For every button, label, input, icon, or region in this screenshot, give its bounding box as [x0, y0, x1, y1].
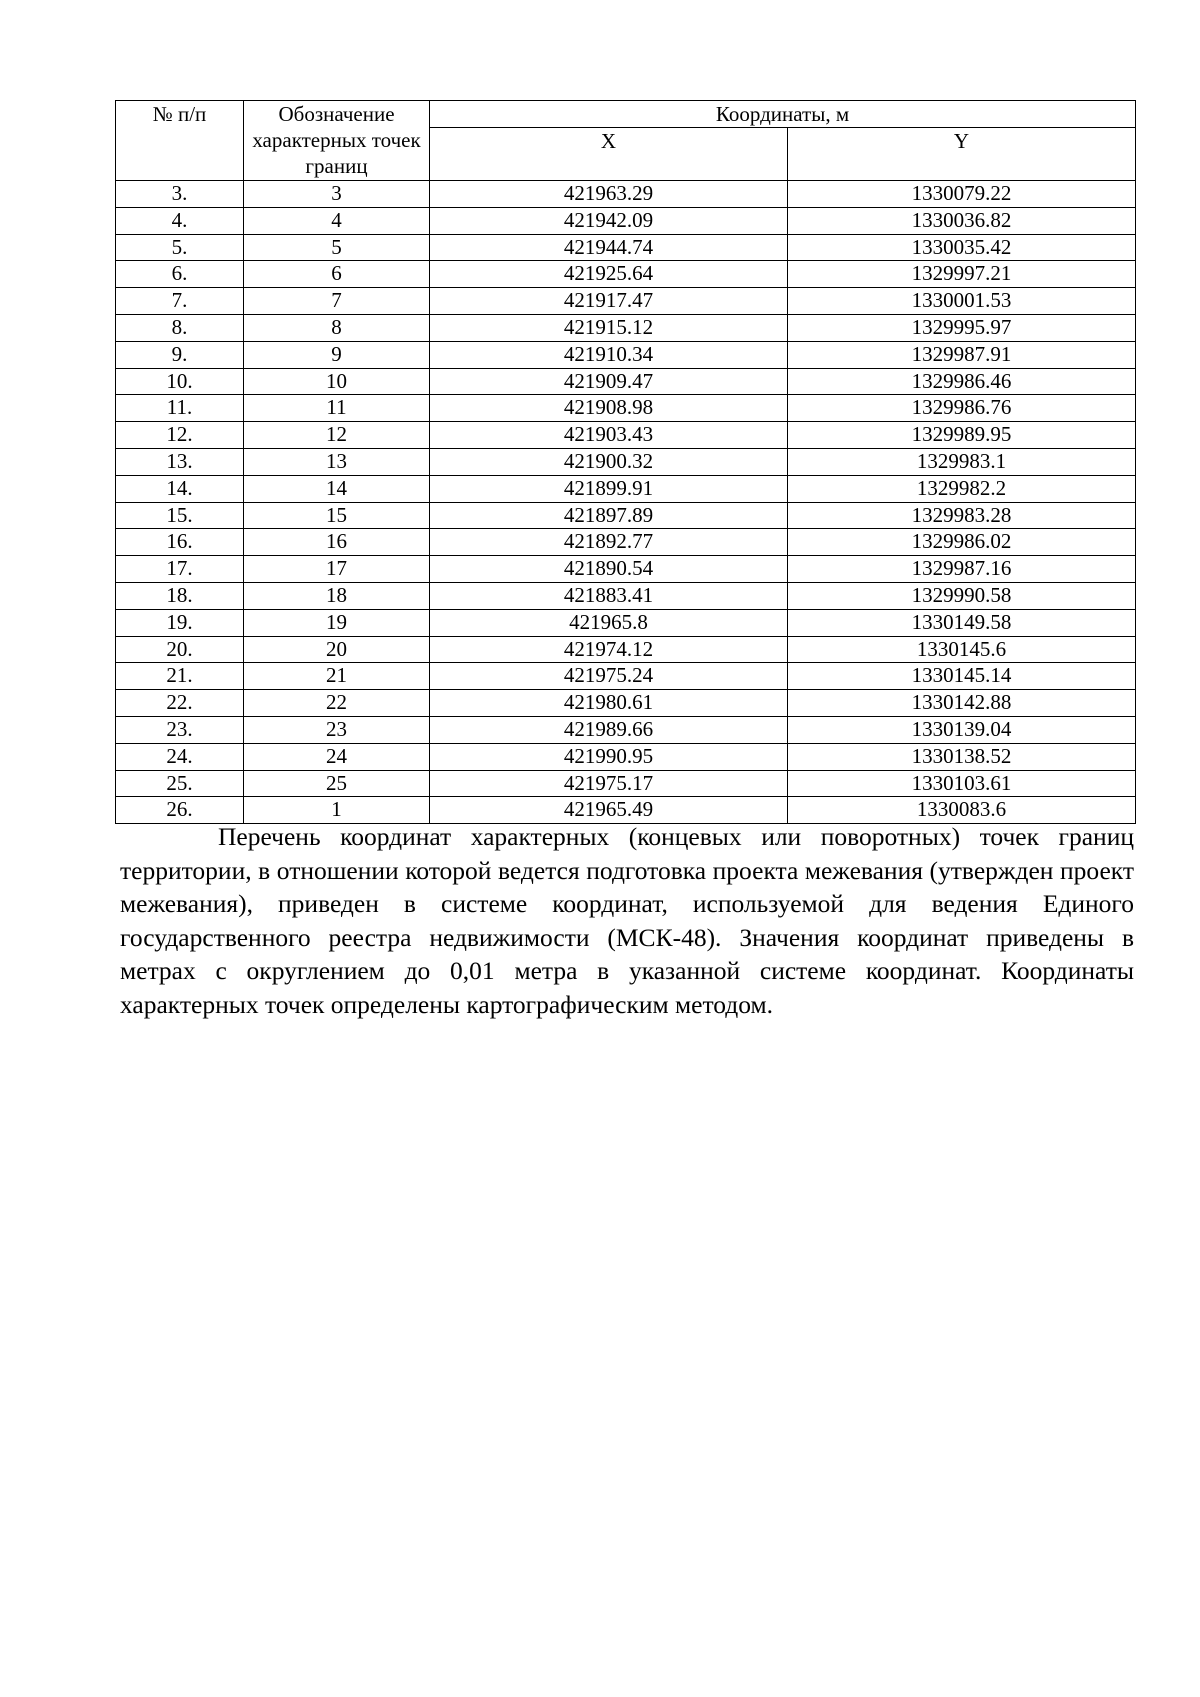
cell-x: 421915.12	[430, 314, 788, 341]
cell-num: 21.	[116, 663, 244, 690]
cell-y: 1329982.2	[788, 475, 1136, 502]
cell-num: 17.	[116, 556, 244, 583]
cell-y: 1329987.16	[788, 556, 1136, 583]
cell-x: 421900.32	[430, 448, 788, 475]
table-row	[116, 663, 1136, 690]
table-row	[116, 609, 1136, 636]
table-row	[116, 770, 1136, 797]
cell-num: 13.	[116, 448, 244, 475]
cell-point: 1	[244, 797, 430, 824]
cell-point: 15	[244, 502, 430, 529]
cell-y: 1329983.1	[788, 448, 1136, 475]
cell-num: 8.	[116, 314, 244, 341]
cell-point: 5	[244, 234, 430, 261]
cell-y: 1329983.28	[788, 502, 1136, 529]
table-row	[116, 556, 1136, 583]
cell-y: 1330035.42	[788, 234, 1136, 261]
cell-x: 421989.66	[430, 716, 788, 743]
cell-num: 6.	[116, 261, 244, 288]
cell-y: 1330145.6	[788, 636, 1136, 663]
cell-point: 6	[244, 261, 430, 288]
cell-x: 421892.77	[430, 529, 788, 556]
cell-num: 10.	[116, 368, 244, 395]
cell-num: 22.	[116, 690, 244, 717]
table-row	[116, 743, 1136, 770]
cell-num: 9.	[116, 341, 244, 368]
header-coords: Координаты, м	[430, 101, 1136, 128]
cell-point: 9	[244, 341, 430, 368]
cell-num: 20.	[116, 636, 244, 663]
table-row	[116, 234, 1136, 261]
cell-point: 22	[244, 690, 430, 717]
cell-num: 4.	[116, 207, 244, 234]
header-num: № п/п	[116, 101, 244, 181]
cell-y: 1330079.22	[788, 181, 1136, 208]
cell-num: 25.	[116, 770, 244, 797]
cell-x: 421963.29	[430, 181, 788, 208]
cell-y: 1329990.58	[788, 582, 1136, 609]
cell-x: 421909.47	[430, 368, 788, 395]
cell-y: 1330142.88	[788, 690, 1136, 717]
table-row	[116, 690, 1136, 717]
cell-x: 421883.41	[430, 582, 788, 609]
cell-x: 421980.61	[430, 690, 788, 717]
cell-num: 3.	[116, 181, 244, 208]
table-row	[116, 341, 1136, 368]
cell-num: 7.	[116, 288, 244, 315]
table-body	[116, 181, 1136, 824]
cell-point: 3	[244, 181, 430, 208]
cell-num: 15.	[116, 502, 244, 529]
cell-y: 1330139.04	[788, 716, 1136, 743]
table-row	[116, 422, 1136, 449]
cell-x: 421975.24	[430, 663, 788, 690]
cell-x: 421942.09	[430, 207, 788, 234]
table-row	[116, 475, 1136, 502]
table-row	[116, 288, 1136, 315]
cell-point: 21	[244, 663, 430, 690]
cell-num: 16.	[116, 529, 244, 556]
table-row	[116, 502, 1136, 529]
cell-x: 421897.89	[430, 502, 788, 529]
cell-point: 24	[244, 743, 430, 770]
cell-y: 1329989.95	[788, 422, 1136, 449]
cell-x: 421917.47	[430, 288, 788, 315]
cell-x: 421899.91	[430, 475, 788, 502]
cell-y: 1329986.76	[788, 395, 1136, 422]
cell-num: 11.	[116, 395, 244, 422]
cell-y: 1330145.14	[788, 663, 1136, 690]
cell-point: 13	[244, 448, 430, 475]
coordinates-note: Перечень координат характерных (концевых или поворотных) точек границ территории, в отношении которой ведется подготовка проекта межевания (утвержден проект межевания), приведен в системе координат, используемой для ведения Единого государственного реестра недвижимости (МСК-48). Значения координат приведены в метрах с округлением до 0,01 метра в указанной системе координат. Координаты характерных точек определены картографическим методом.	[120, 822, 1134, 1019]
cell-point: 4	[244, 207, 430, 234]
cell-num: 26.	[116, 797, 244, 824]
cell-point: 16	[244, 529, 430, 556]
cell-num: 24.	[116, 743, 244, 770]
cell-num: 18.	[116, 582, 244, 609]
cell-x: 421990.95	[430, 743, 788, 770]
cell-x: 421925.64	[430, 261, 788, 288]
cell-x: 421965.49	[430, 797, 788, 824]
cell-y: 1330001.53	[788, 288, 1136, 315]
cell-x: 421975.17	[430, 770, 788, 797]
cell-x: 421974.12	[430, 636, 788, 663]
table-row	[116, 582, 1136, 609]
table-row	[116, 207, 1136, 234]
cell-y: 1330103.61	[788, 770, 1136, 797]
cell-x: 421908.98	[430, 395, 788, 422]
cell-point: 25	[244, 770, 430, 797]
cell-point: 23	[244, 716, 430, 743]
cell-point: 11	[244, 395, 430, 422]
cell-point: 14	[244, 475, 430, 502]
table-row	[116, 368, 1136, 395]
cell-y: 1330138.52	[788, 743, 1136, 770]
header-point: Обозначение характерных точек границ	[244, 101, 430, 181]
cell-point: 8	[244, 314, 430, 341]
cell-point: 20	[244, 636, 430, 663]
table-row	[116, 181, 1136, 208]
cell-point: 17	[244, 556, 430, 583]
header-y: Y	[788, 128, 1136, 181]
cell-x: 421903.43	[430, 422, 788, 449]
cell-x: 421890.54	[430, 556, 788, 583]
table-row	[116, 314, 1136, 341]
header-x: X	[430, 128, 788, 181]
cell-point: 7	[244, 288, 430, 315]
cell-y: 1330149.58	[788, 609, 1136, 636]
cell-x: 421910.34	[430, 341, 788, 368]
cell-x: 421965.8	[430, 609, 788, 636]
table-row	[116, 261, 1136, 288]
coordinates-table	[115, 100, 1136, 824]
cell-num: 14.	[116, 475, 244, 502]
cell-point: 19	[244, 609, 430, 636]
cell-x: 421944.74	[430, 234, 788, 261]
cell-y: 1329986.46	[788, 368, 1136, 395]
table-row	[116, 529, 1136, 556]
table-row	[116, 636, 1136, 663]
table-row	[116, 395, 1136, 422]
table-row	[116, 716, 1136, 743]
cell-y: 1329995.97	[788, 314, 1136, 341]
cell-num: 5.	[116, 234, 244, 261]
cell-num: 19.	[116, 609, 244, 636]
cell-num: 12.	[116, 422, 244, 449]
cell-y: 1330036.82	[788, 207, 1136, 234]
table-header	[116, 101, 1136, 181]
cell-point: 12	[244, 422, 430, 449]
cell-num: 23.	[116, 716, 244, 743]
table-row	[116, 448, 1136, 475]
cell-y: 1329986.02	[788, 529, 1136, 556]
cell-y: 1329997.21	[788, 261, 1136, 288]
cell-y: 1330083.6	[788, 797, 1136, 824]
cell-y: 1329987.91	[788, 341, 1136, 368]
cell-point: 18	[244, 582, 430, 609]
cell-point: 10	[244, 368, 430, 395]
